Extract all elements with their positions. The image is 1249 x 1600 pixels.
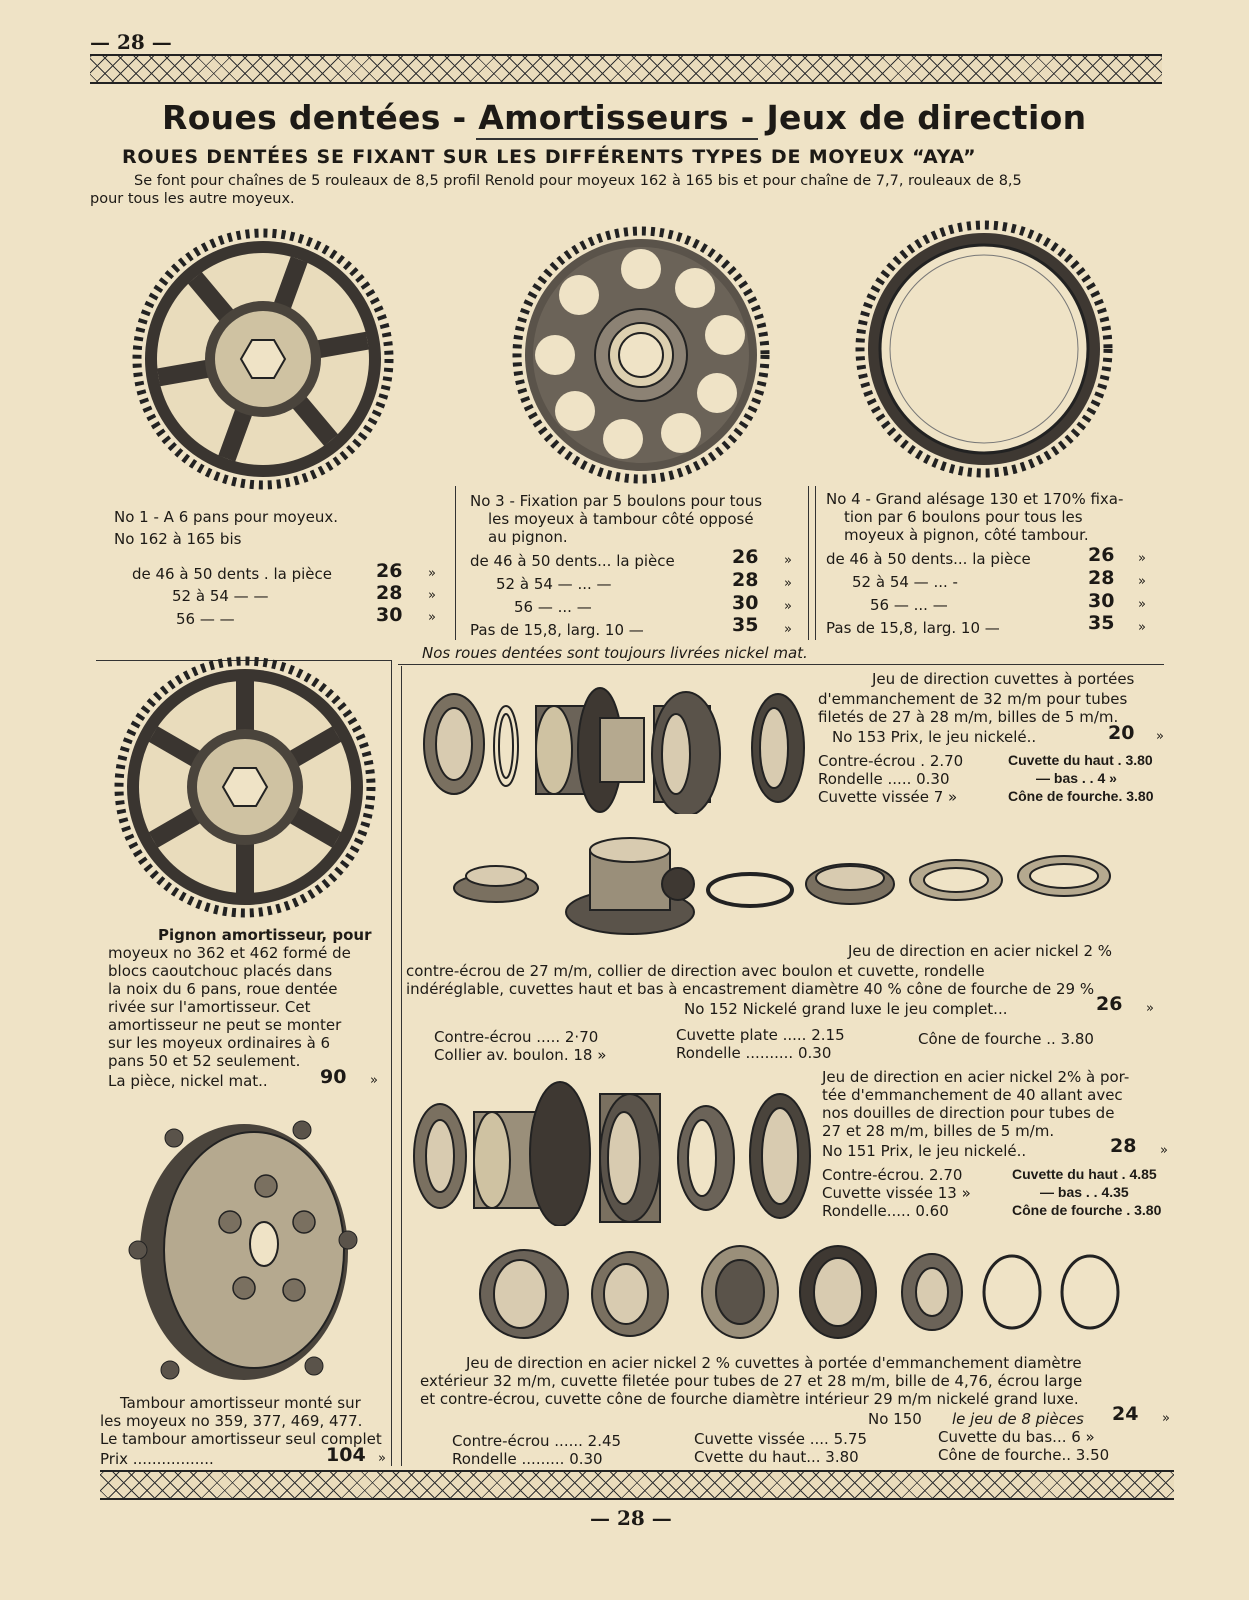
item4-row-3-q: » <box>1138 597 1146 612</box>
page-title: Roues dentées - Amortisseurs - Jeux de direction <box>162 98 1087 137</box>
intro-line-2: pour tous les autre moyeux. <box>90 191 295 207</box>
jeu151-line-1: Jeu de direction en acier nickel 2% à por- <box>822 1068 1130 1086</box>
item3-row-1-q: » <box>784 553 792 568</box>
pignon-line-8: pans 50 et 52 seulement. <box>108 1052 301 1070</box>
pignon-amortisseur-illustration <box>114 656 376 918</box>
item1-row-2-q: » <box>428 588 436 603</box>
jeu152-line-3: indéréglable, cuvettes haut et bas à encastrement diamètre 40 % cône de fourche de 29 % <box>406 980 1095 998</box>
pignon-line-4: la noix du 6 pans, roue dentée <box>108 980 338 998</box>
divider-left-column <box>391 660 392 1466</box>
jeu151-part-right-2: — bas . . 4.35 <box>1040 1184 1129 1200</box>
tambour-line-1: Tambour amortisseur monté sur <box>120 1394 361 1412</box>
decorative-border-top <box>90 54 1162 84</box>
item3-row-3-price: 30 <box>732 592 759 614</box>
item3-line-3: au pignon. <box>488 528 568 546</box>
item3-row-2-price: 28 <box>732 569 759 591</box>
jeu152-line-2: contre-écrou de 27 m/m, collier de direction avec boulon et cuvette, rondelle <box>406 962 985 980</box>
jeu153-part-right-1: Cuvette du haut . 3.80 <box>1008 752 1153 768</box>
jeu153-line-2: d'emmanchement de 32 m/m pour tubes <box>818 690 1128 708</box>
item4-row-2-price: 28 <box>1088 567 1115 589</box>
intro-line-1: Se font pour chaînes de 5 rouleaux de 8,5 profil Renold pour moyeux 162 à 165 bis et pour chaîne de 7,7, rouleaux de 8,5 <box>134 173 1022 189</box>
item4-row-2-label: 52 à 54 — ... - <box>852 573 958 591</box>
page-number-top: — 28 — <box>90 30 172 54</box>
item4-row-3-label: 56 — ... — <box>870 596 948 614</box>
item4-row-3-price: 30 <box>1088 590 1115 612</box>
item1-row-1-q: » <box>428 566 436 581</box>
jeu151-line-4: 27 et 28 m/m, billes de 5 m/m. <box>822 1122 1055 1140</box>
item3-row-3-q: » <box>784 599 792 614</box>
item3-row-3-label: 56 — ... — <box>514 598 592 616</box>
jeu152-part-4: Rondelle .......... 0.30 <box>676 1044 832 1062</box>
tambour-amortisseur-illustration <box>126 1110 362 1392</box>
divider-item4-left <box>815 486 816 640</box>
jeu150-price-label: No 150 <box>868 1410 922 1428</box>
jeu152-price-q: » <box>1146 1001 1154 1016</box>
item3-row-1-price: 26 <box>732 546 759 568</box>
jeu150-part-4: Cvette du haut... 3.80 <box>694 1448 859 1466</box>
jeu151-part-left-3: Rondelle..... 0.60 <box>822 1202 949 1220</box>
item1-line-1: No 1 - A 6 pans pour moyeux. <box>114 508 338 526</box>
pignon-line-3: blocs caoutchouc placés dans <box>108 962 333 980</box>
item4-row-2-q: » <box>1138 574 1146 589</box>
item3-row-4-label: Pas de 15,8, larg. 10 — <box>470 621 644 639</box>
pignon-line-6: amortisseur ne peut se monter <box>108 1016 342 1034</box>
jeu152-part-5: Cône de fourche .. 3.80 <box>918 1030 1094 1048</box>
jeu-153-illustration <box>416 676 810 814</box>
item1-row-2-price: 28 <box>376 582 403 604</box>
jeu152-price-label: No 152 Nickelé grand luxe le jeu complet... <box>684 1000 1008 1018</box>
pignon-line-2: moyeux no 362 et 462 formé de <box>108 944 351 962</box>
item3-row-2-q: » <box>784 576 792 591</box>
pignon-price-q: » <box>370 1073 378 1088</box>
decorative-border-bottom <box>100 1470 1174 1500</box>
jeu151-price: 28 <box>1110 1135 1137 1157</box>
jeu153-part-left-2: Rondelle ..... 0.30 <box>818 770 950 788</box>
item3-row-4-q: » <box>784 622 792 637</box>
jeu151-part-right-3: Cône de fourche . 3.80 <box>1012 1202 1162 1218</box>
jeu-152-illustration <box>450 832 1116 940</box>
tambour-price: 104 <box>326 1444 366 1466</box>
jeu151-line-3: nos douilles de direction pour tubes de <box>822 1104 1115 1122</box>
item4-row-4-q: » <box>1138 620 1146 635</box>
jeu153-part-left-1: Contre-écrou . 2.70 <box>818 752 964 770</box>
jeu150-line-2: extérieur 32 m/m, cuvette filetée pour tubes de 27 et 28 m/m, bille de 4,76, écrou large <box>420 1372 1083 1390</box>
tambour-line-2: les moyeux no 359, 377, 469, 477. <box>100 1412 363 1430</box>
jeu-150-illustration <box>476 1240 1128 1340</box>
item3-row-1-label: de 46 à 50 dents... la pièce <box>470 552 675 570</box>
item4-row-4-label: Pas de 15,8, larg. 10 — <box>826 619 1000 637</box>
jeu153-price-label: No 153 Prix, le jeu nickelé.. <box>832 728 1037 746</box>
jeu151-price-q: » <box>1160 1143 1168 1158</box>
tambour-price-label: Prix ................. <box>100 1450 214 1468</box>
item3-line-1: No 3 - Fixation par 5 boulons pour tous <box>470 492 763 510</box>
pignon-line-7: sur les moyeux ordinaires à 6 <box>108 1034 331 1052</box>
item4-row-1-q: » <box>1138 551 1146 566</box>
jeu152-line-1: Jeu de direction en acier nickel 2 % <box>848 942 1113 960</box>
divider-item3-left <box>455 486 456 640</box>
jeu153-price: 20 <box>1108 722 1135 744</box>
jeu150-part-6: Cône de fourche.. 3.50 <box>938 1446 1110 1464</box>
item1-row-3-q: » <box>428 610 436 625</box>
item1-line-2: No 162 à 165 bis <box>114 530 242 548</box>
jeu153-line-3: filetés de 27 à 28 m/m, billes de 5 m/m. <box>818 708 1119 726</box>
jeu150-line-3: et contre-écrou, cuvette cône de fourche diamètre intérieur 29 m/m nickelé grand luxe. <box>420 1390 1079 1408</box>
jeu151-part-left-1: Contre-écrou. 2.70 <box>822 1166 963 1184</box>
section-subtitle: ROUES DENTÉES SE FIXANT SUR LES DIFFÉRENTS TYPES DE MOYEUX “AYA” <box>122 146 977 168</box>
jeu153-price-q: » <box>1156 729 1164 744</box>
jeu152-part-3: Cuvette plate ..... 2.15 <box>676 1026 845 1044</box>
jeu153-part-right-2: — bas . . 4 » <box>1036 770 1117 786</box>
nickel-note: Nos roues dentées sont toujours livrées nickel mat. <box>422 644 808 662</box>
item3-row-4-price: 35 <box>732 614 759 636</box>
jeu150-part-5: Cuvette du bas... 6 » <box>938 1428 1095 1446</box>
jeu152-price: 26 <box>1096 993 1123 1015</box>
item4-line-2: tion par 6 boulons pour tous les <box>844 508 1083 526</box>
jeu151-line-2: tée d'emmanchement de 40 allant avec <box>822 1086 1123 1104</box>
jeu153-line-1: Jeu de direction cuvettes à portées <box>872 670 1135 688</box>
sprocket-3-illustration <box>512 226 770 484</box>
jeu150-part-1: Contre-écrou ...... 2.45 <box>452 1432 622 1450</box>
item3-line-2: les moyeux à tambour côté opposé <box>488 510 754 528</box>
item1-row-3-price: 30 <box>376 604 403 626</box>
item4-row-1-label: de 46 à 50 dents... la pièce <box>826 550 1031 568</box>
tambour-price-q: » <box>378 1451 386 1466</box>
jeu151-part-left-2: Cuvette vissée 13 » <box>822 1184 971 1202</box>
page-number-bottom: — 28 — <box>590 1506 672 1530</box>
jeu-151-illustration <box>410 1076 816 1226</box>
item1-row-1-price: 26 <box>376 560 403 582</box>
jeu150-part-2: Rondelle ......... 0.30 <box>452 1450 603 1468</box>
item4-line-3: moyeux à pignon, côté tambour. <box>844 526 1089 544</box>
divider-right-top <box>398 664 1164 665</box>
jeu151-part-right-1: Cuvette du haut . 4.85 <box>1012 1166 1157 1182</box>
jeu150-price-italic: le jeu de 8 pièces <box>952 1410 1084 1428</box>
jeu152-part-2: Collier av. boulon. 18 » <box>434 1046 607 1064</box>
divider-item3-right <box>808 486 809 640</box>
item1-row-2-label: 52 à 54 — — <box>172 587 269 605</box>
jeu150-line-1: Jeu de direction en acier nickel 2 % cuvettes à portée d'emmanchement diamètre <box>466 1354 1082 1372</box>
item1-row-1-label: de 46 à 50 dents . la pièce <box>132 565 332 583</box>
pignon-line-1-text: Pignon amortisseur, pour <box>158 926 372 944</box>
jeu153-part-left-3: Cuvette vissée 7 » <box>818 788 958 806</box>
jeu150-part-3: Cuvette vissée .... 5.75 <box>694 1430 867 1448</box>
jeu150-price-q: » <box>1162 1411 1170 1426</box>
sprocket-4-illustration <box>855 220 1113 478</box>
jeu152-part-1: Contre-écrou ..... 2·70 <box>434 1028 599 1046</box>
pignon-price-label: La pièce, nickel mat.. <box>108 1072 268 1090</box>
item4-line-1: No 4 - Grand alésage 130 et 170% fixa- <box>826 490 1124 508</box>
item4-row-1-price: 26 <box>1088 544 1115 566</box>
tambour-line-3: Le tambour amortisseur seul complet <box>100 1430 382 1448</box>
item4-row-4-price: 35 <box>1088 612 1115 634</box>
pignon-line-1 <box>158 926 371 944</box>
pignon-price: 90 <box>320 1066 347 1088</box>
sprocket-1-illustration <box>132 228 394 490</box>
item1-row-3-label: 56 — — <box>176 610 235 628</box>
item3-row-2-label: 52 à 54 — ... — <box>496 575 612 593</box>
jeu153-part-right-3: Cône de fourche. 3.80 <box>1008 788 1154 804</box>
divider-right-column <box>401 666 402 1466</box>
jeu151-price-label: No 151 Prix, le jeu nickelé.. <box>822 1142 1027 1160</box>
pignon-line-5: rivée sur l'amortisseur. Cet <box>108 998 311 1016</box>
jeu150-price: 24 <box>1112 1403 1139 1425</box>
title-underline <box>476 138 758 140</box>
